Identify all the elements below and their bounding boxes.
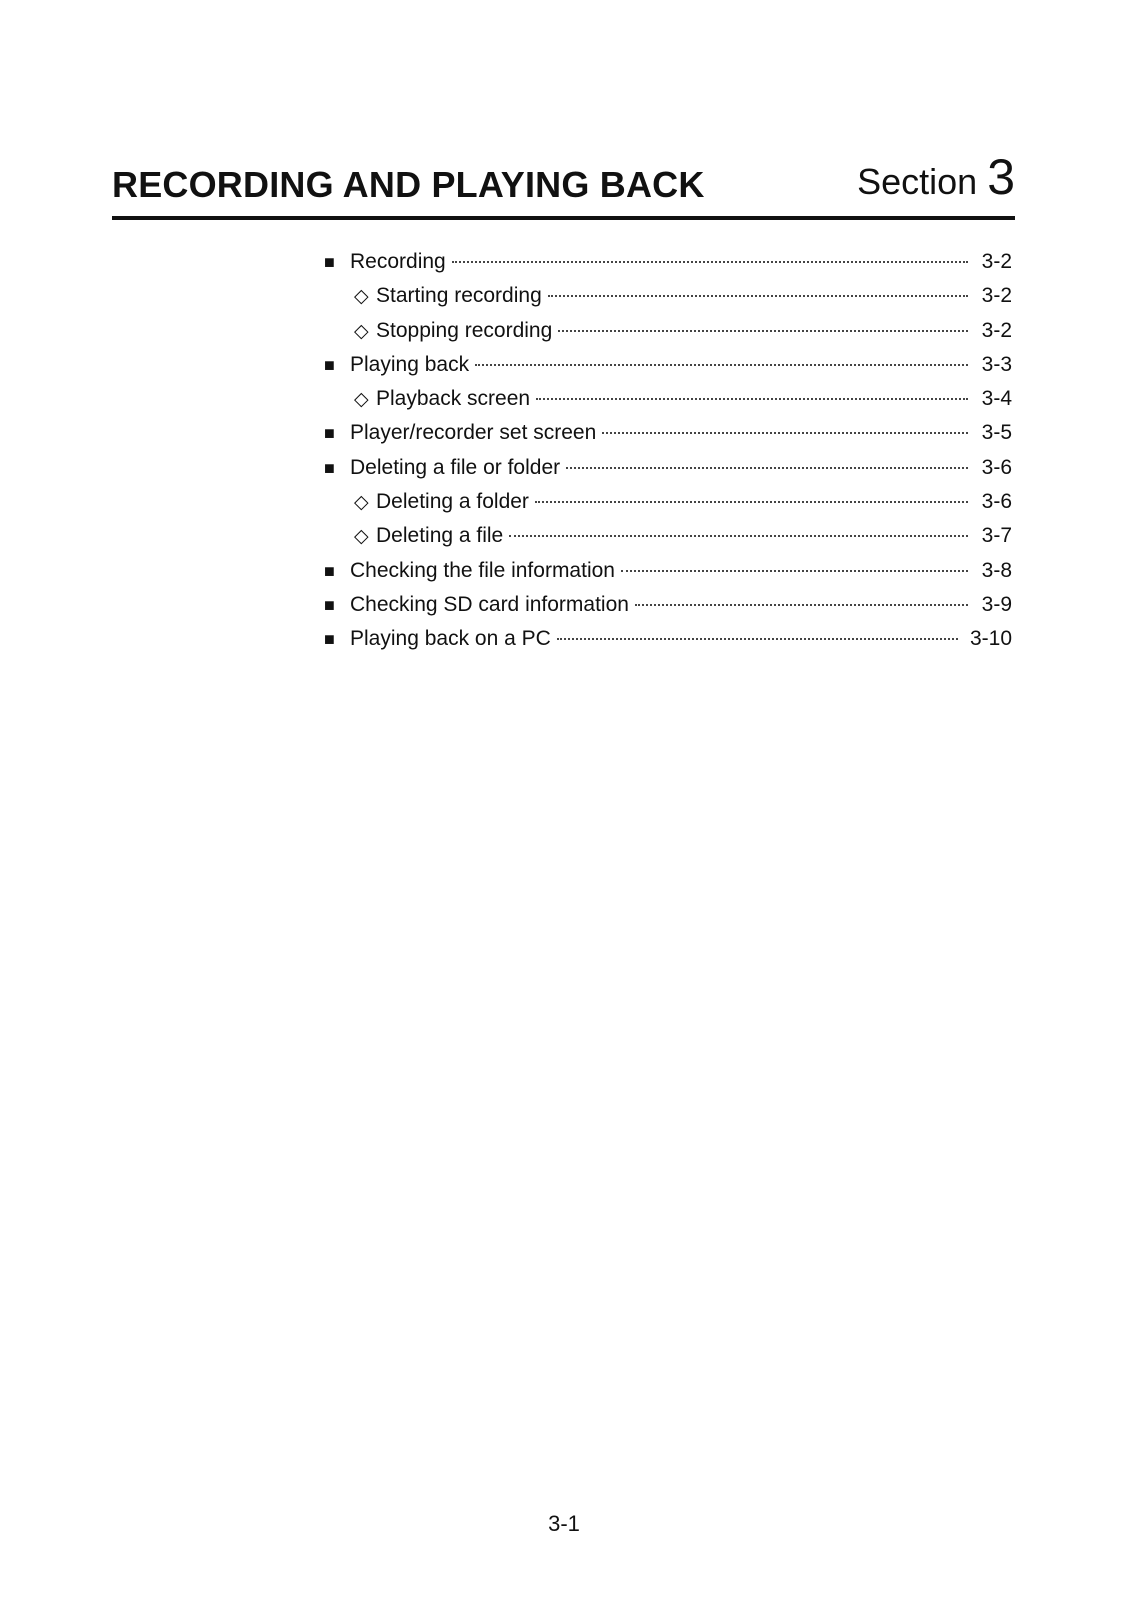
square-bullet-icon: ■ <box>324 594 335 615</box>
toc-page-number: 3-2 <box>981 318 1012 342</box>
diamond-bullet-icon: ◇ <box>354 389 369 411</box>
toc-page-number: 3-7 <box>981 524 1012 548</box>
toc-item-label: Playing back <box>350 352 470 376</box>
toc-item-player-recorder-set-screen[interactable] <box>324 416 1012 450</box>
section-number: 3 <box>987 149 1015 205</box>
toc-item-playback-screen[interactable] <box>324 382 1012 416</box>
dot-leader <box>509 535 968 537</box>
toc-page-number: 3-2 <box>981 250 1012 273</box>
dot-leader <box>558 330 968 332</box>
toc-item-starting-recording[interactable] <box>324 279 1012 313</box>
toc-item-stopping-recording[interactable] <box>324 314 1012 348</box>
toc-page-number: 3-10 <box>969 627 1012 651</box>
dot-leader <box>635 604 968 606</box>
toc-page-number: 3-6 <box>981 455 1012 479</box>
toc-item-checking-sd-card-information[interactable] <box>324 588 1012 622</box>
toc-item-label: Playing back on a PC <box>350 627 551 651</box>
toc-item-label: Player/recorder set screen <box>350 421 597 445</box>
dot-leader <box>557 638 958 640</box>
dot-leader <box>475 364 968 366</box>
square-bullet-icon: ■ <box>324 629 335 650</box>
toc-page-number: 3-4 <box>981 387 1012 411</box>
dot-leader <box>566 467 968 469</box>
toc-item-checking-file-information[interactable] <box>324 554 1012 588</box>
section-header <box>112 140 1015 220</box>
footer-page-number: 3-1 <box>548 1511 580 1536</box>
toc-item-label: Starting recording <box>376 284 542 308</box>
diamond-bullet-icon: ◇ <box>354 526 369 548</box>
toc-page-number: 3-9 <box>981 592 1012 616</box>
square-bullet-icon: ■ <box>324 560 335 581</box>
dot-leader <box>452 261 968 263</box>
toc-page-number: 3-8 <box>981 558 1012 582</box>
toc-page-number: 3-5 <box>981 421 1012 445</box>
dot-leader <box>602 432 968 434</box>
toc-item-label: Deleting a file or folder <box>350 455 561 479</box>
dot-leader <box>548 295 968 297</box>
toc-item-playing-back[interactable] <box>324 348 1012 382</box>
toc-item-deleting-file[interactable] <box>324 519 1012 553</box>
page-title: RECORDING AND PLAYING BACK <box>112 164 705 205</box>
square-bullet-icon: ■ <box>324 252 335 272</box>
toc-page-number: 3-3 <box>981 352 1012 376</box>
section-label <box>857 149 1015 205</box>
toc-item-label: Deleting a folder <box>376 490 529 514</box>
toc-page-number: 3-2 <box>981 284 1012 308</box>
toc-page-number: 3-6 <box>981 490 1012 514</box>
square-bullet-icon: ■ <box>324 354 335 375</box>
diamond-bullet-icon: ◇ <box>354 286 369 308</box>
toc-item-playing-back-on-pc[interactable] <box>324 622 1012 656</box>
diamond-bullet-icon: ◇ <box>354 320 369 342</box>
toc-item-recording[interactable] <box>324 245 1012 279</box>
toc-item-label: Recording <box>350 250 446 273</box>
dot-leader <box>621 570 968 572</box>
section-word: Section <box>857 161 978 202</box>
toc-item-deleting-folder[interactable] <box>324 485 1012 519</box>
toc-item-label: Stopping recording <box>376 318 553 342</box>
toc-item-label: Deleting a file <box>376 524 504 548</box>
dot-leader <box>535 501 968 503</box>
toc-item-label: Checking SD card information <box>350 592 629 616</box>
square-bullet-icon: ■ <box>324 423 335 444</box>
table-of-contents <box>324 245 1012 657</box>
toc-item-deleting-file-or-folder[interactable] <box>324 451 1012 485</box>
toc-item-label: Playback screen <box>376 387 531 411</box>
square-bullet-icon: ■ <box>324 457 335 478</box>
toc-item-label: Checking the file information <box>350 558 615 582</box>
diamond-bullet-icon: ◇ <box>354 492 369 514</box>
dot-leader <box>536 398 968 400</box>
